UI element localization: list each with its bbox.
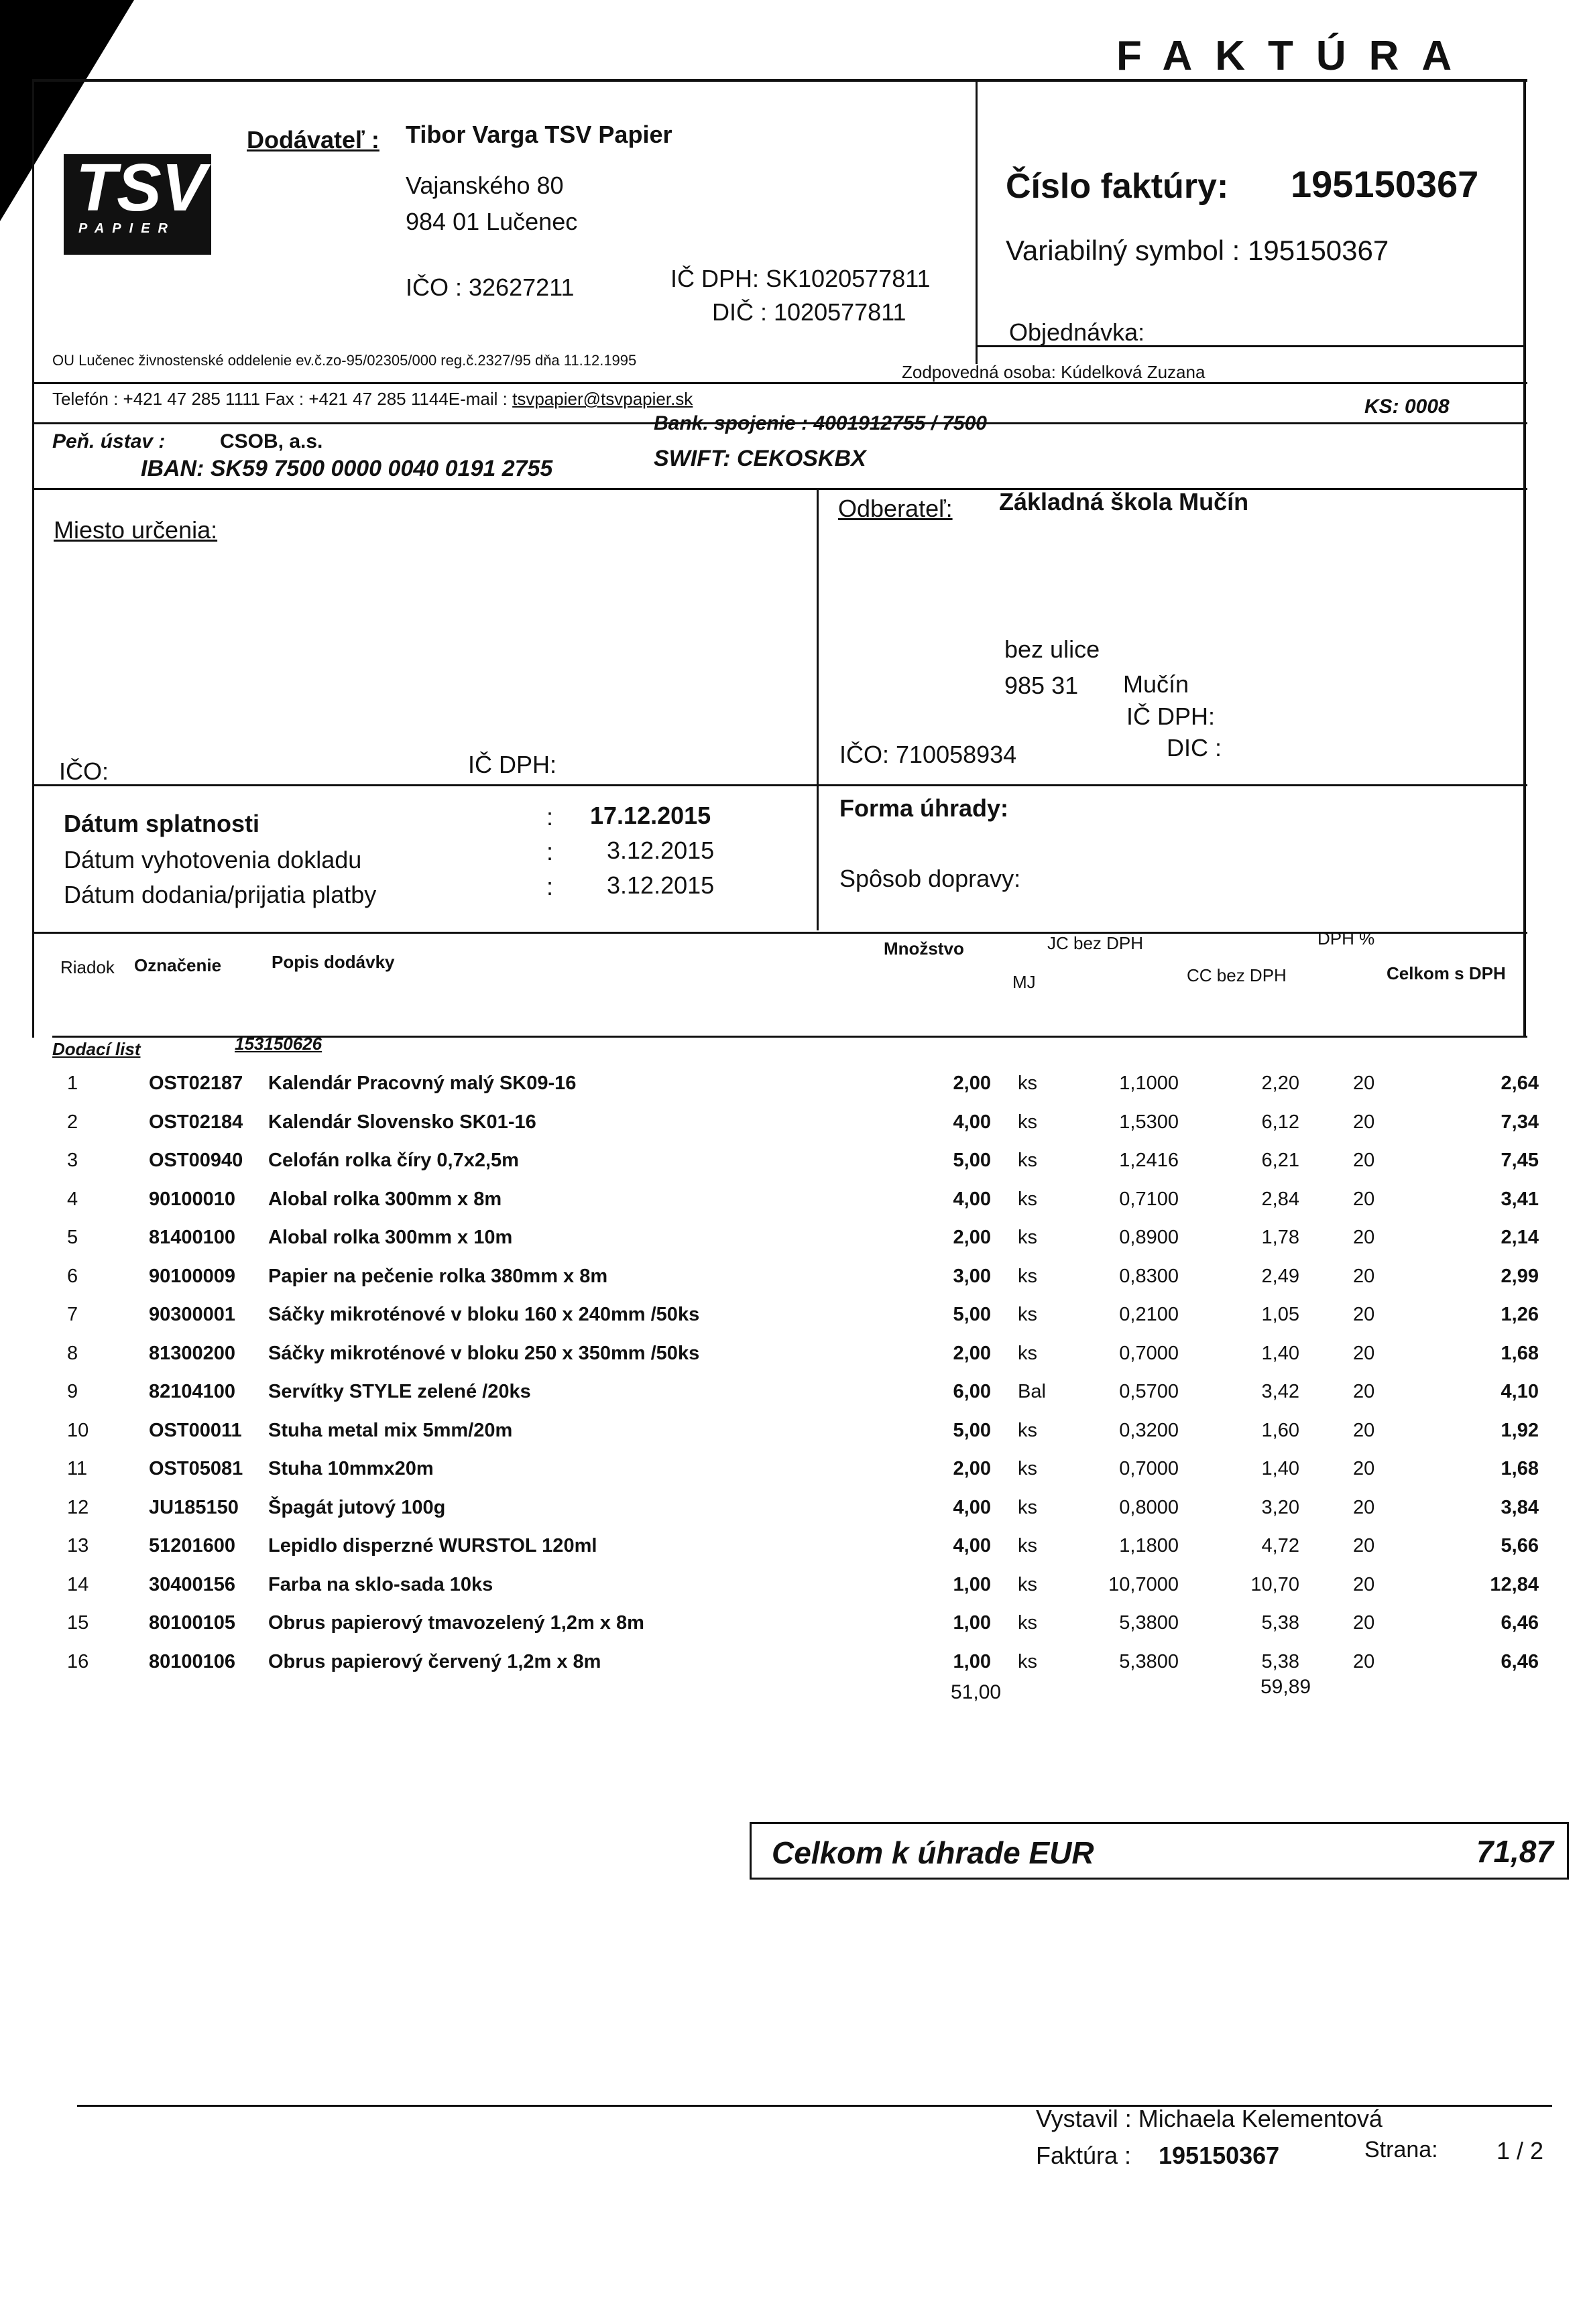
- table-row: [0, 1420, 1585, 1459]
- row-total: 1,92: [1501, 1419, 1539, 1441]
- col-dph: DPH %: [1317, 928, 1375, 949]
- row-quantity: 6,00: [953, 1381, 991, 1402]
- supplier-city: 984 01 Lučenec: [406, 208, 578, 235]
- row-description: Lepidlo disperzné WURSTOL 120ml: [268, 1535, 597, 1556]
- frame-line-contact: [32, 382, 1527, 384]
- row-unit: ks: [1018, 1265, 1037, 1287]
- row-description: Obrus papierový tmavozelený 1,2m x 8m: [268, 1612, 644, 1634]
- row-number: 3: [67, 1150, 78, 1171]
- row-number: 10: [67, 1419, 89, 1441]
- delivery-date: 3.12.2015: [607, 871, 715, 899]
- date-separator: :: [546, 838, 554, 865]
- supplier-street: Vajanského 80: [406, 172, 564, 199]
- date-separator: :: [546, 803, 554, 831]
- row-quantity: 2,00: [953, 1342, 991, 1364]
- row-unit-price: 0,5700: [1119, 1381, 1179, 1402]
- frame-top: [32, 79, 1527, 82]
- col-oznacenie: Označenie: [134, 955, 222, 975]
- due-date: 17.12.2015: [590, 802, 711, 829]
- destination-ico: IČO:: [59, 757, 109, 785]
- table-row: [0, 1535, 1585, 1574]
- row-line-price: 1,05: [1261, 1304, 1299, 1325]
- row-description: Farba na sklo-sada 10ks: [268, 1573, 493, 1595]
- row-unit-price: 0,8900: [1119, 1227, 1179, 1248]
- invoice-number-label: Číslo faktúry:: [1006, 167, 1229, 206]
- row-quantity: 2,00: [953, 1458, 991, 1479]
- delivery-note-number: 153150626: [235, 1034, 322, 1054]
- row-code: 30400156: [149, 1573, 236, 1595]
- row-quantity: 4,00: [953, 1496, 991, 1518]
- frame-line-parties: [32, 488, 1527, 490]
- page-label: Strana:: [1364, 2137, 1438, 2162]
- row-unit-price: 5,3800: [1119, 1650, 1179, 1672]
- customer-ic-dph: IČ DPH:: [1126, 702, 1216, 730]
- footer-invoice-label: Faktúra :: [1036, 2142, 1132, 2169]
- logo-sub: PAPIER: [78, 221, 176, 236]
- invoice-number: 195150367: [1291, 163, 1479, 205]
- row-line-price: 5,38: [1261, 1612, 1299, 1634]
- row-quantity: 1,00: [953, 1612, 991, 1634]
- row-description: Špagát jutový 100g: [268, 1496, 446, 1518]
- customer-street: bez ulice: [1004, 635, 1100, 663]
- supplier-contact: [52, 389, 693, 410]
- row-code: 82104100: [149, 1381, 236, 1402]
- bank-label: Peň. ústav :: [52, 430, 166, 452]
- footer-invoice-number: 195150367: [1159, 2142, 1280, 2169]
- row-line-price: 10,70: [1250, 1573, 1299, 1595]
- row-unit: Bal: [1018, 1381, 1046, 1402]
- customer-zip: 985 31: [1004, 672, 1079, 699]
- row-vat: 20: [1353, 1650, 1375, 1672]
- row-quantity: 5,00: [953, 1150, 991, 1171]
- row-unit-price: 5,3800: [1119, 1612, 1179, 1634]
- row-line-price: 1,78: [1261, 1227, 1299, 1248]
- row-unit-price: 1,2416: [1119, 1150, 1179, 1171]
- row-unit: ks: [1018, 1496, 1037, 1518]
- responsible-person: Zodpovedná osoba: Kúdelková Zuzana: [902, 362, 1206, 382]
- customer-city: Mučín: [1123, 670, 1189, 698]
- row-line-price: 3,42: [1261, 1381, 1299, 1402]
- row-total: 5,66: [1501, 1535, 1539, 1556]
- variable-symbol: Variabilný symbol : 195150367: [1006, 235, 1389, 266]
- row-code: OST02187: [149, 1073, 243, 1094]
- row-line-price: 4,72: [1261, 1535, 1299, 1556]
- supplier-swift: SWIFT: CEKOSKBX: [654, 446, 866, 471]
- col-riadok: Riadok: [60, 957, 115, 977]
- row-vat: 20: [1353, 1458, 1375, 1479]
- due-date-label: Dátum splatnosti: [64, 810, 260, 837]
- row-number: 13: [67, 1535, 89, 1556]
- row-quantity: 5,00: [953, 1419, 991, 1441]
- total-label: Celkom k úhrade EUR: [772, 1835, 1094, 1870]
- frame-divider-mid: [817, 488, 819, 930]
- row-description: Stuha 10mmx20m: [268, 1458, 434, 1479]
- row-description: Sáčky mikroténové v bloku 160 x 240mm /50ks: [268, 1304, 700, 1325]
- row-quantity: 3,00: [953, 1265, 991, 1287]
- table-row: [0, 1111, 1585, 1150]
- row-description: Servítky STYLE zelené /20ks: [268, 1381, 531, 1402]
- row-number: 6: [67, 1265, 78, 1287]
- customer-name: Základná škola Mučín: [999, 488, 1249, 515]
- row-quantity: 4,00: [953, 1188, 991, 1210]
- supplier-registry: OU Lučenec živnostenské oddelenie ev.č.zo-95/02305/000 reg.č.2327/95 dňa 11.12.1995: [52, 352, 637, 369]
- payment-form-label: Forma úhrady:: [839, 794, 1009, 822]
- row-code: 81400100: [149, 1227, 236, 1248]
- row-unit: ks: [1018, 1073, 1037, 1094]
- row-number: 1: [67, 1073, 78, 1094]
- destination-label: Miesto určenia:: [54, 516, 218, 544]
- row-line-price: 5,38: [1261, 1650, 1299, 1672]
- row-unit: ks: [1018, 1419, 1037, 1441]
- table-row: [0, 1458, 1585, 1497]
- row-quantity: 1,00: [953, 1650, 991, 1672]
- supplier-email-link[interactable]: tsvpapier@tsvpapier.sk: [512, 389, 693, 409]
- total-box: [750, 1822, 1569, 1880]
- supplier-ic-dph: IČ DPH: SK1020577811: [670, 265, 931, 292]
- date-separator: :: [546, 873, 554, 900]
- row-number: 11: [67, 1458, 88, 1479]
- row-description: Papier na pečenie rolka 380mm x 8m: [268, 1265, 608, 1287]
- supplier-dic: DIČ : 1020577811: [712, 298, 906, 326]
- row-unit: ks: [1018, 1458, 1037, 1479]
- row-description: Obrus papierový červený 1,2m x 8m: [268, 1650, 601, 1672]
- table-row: [0, 1266, 1585, 1304]
- row-unit-price: 1,1000: [1119, 1073, 1179, 1094]
- table-row: [0, 1227, 1585, 1266]
- row-total: 2,99: [1501, 1265, 1539, 1287]
- row-total: 6,46: [1501, 1650, 1539, 1672]
- row-number: 9: [67, 1381, 78, 1402]
- order-label: Objednávka:: [1009, 318, 1145, 346]
- row-quantity: 4,00: [953, 1111, 991, 1133]
- customer-ico: IČO: 710058934: [839, 741, 1017, 768]
- frame-divider-top: [976, 79, 978, 364]
- row-total: 1,68: [1501, 1342, 1539, 1364]
- row-code: OST02184: [149, 1111, 243, 1133]
- col-mj: MJ: [1012, 972, 1036, 992]
- col-celkom: Celkom s DPH: [1387, 963, 1506, 983]
- delivery-date-label: Dátum dodania/prijatia platby: [64, 881, 377, 908]
- supplier-ico: IČO : 32627211: [406, 273, 575, 301]
- row-number: 12: [67, 1496, 89, 1518]
- transport-label: Spôsob dopravy:: [839, 865, 1021, 892]
- sum-quantity: 51,00: [951, 1681, 1002, 1703]
- company-logo: [64, 150, 211, 255]
- row-line-price: 2,84: [1261, 1188, 1299, 1210]
- row-line-price: 1,40: [1261, 1342, 1299, 1364]
- table-row: [0, 1073, 1585, 1111]
- row-total: 1,26: [1501, 1304, 1539, 1325]
- row-code: JU185150: [149, 1496, 239, 1518]
- col-mnozstvo: Množstvo: [884, 938, 964, 959]
- row-unit: ks: [1018, 1150, 1037, 1171]
- row-unit: ks: [1018, 1650, 1037, 1672]
- row-vat: 20: [1353, 1227, 1375, 1248]
- row-unit-price: 0,8300: [1119, 1265, 1179, 1287]
- row-vat: 20: [1353, 1381, 1375, 1402]
- row-number: 16: [67, 1650, 89, 1672]
- row-unit: ks: [1018, 1535, 1037, 1556]
- row-total: 2,14: [1501, 1227, 1539, 1248]
- frame-right: [1523, 79, 1526, 1038]
- row-unit-price: 0,2100: [1119, 1304, 1179, 1325]
- row-description: Kalendár Slovensko SK01-16: [268, 1111, 536, 1133]
- constant-symbol: KS: 0008: [1364, 395, 1450, 418]
- delivery-note-label: Dodací list: [52, 1039, 141, 1059]
- row-unit: ks: [1018, 1111, 1037, 1133]
- row-vat: 20: [1353, 1188, 1375, 1210]
- row-unit-price: 1,5300: [1119, 1111, 1179, 1133]
- row-number: 8: [67, 1342, 78, 1364]
- logo-brand: TSV: [76, 150, 207, 225]
- row-code: 80100106: [149, 1650, 236, 1672]
- sum-cc: 59,89: [1260, 1676, 1311, 1698]
- row-description: Alobal rolka 300mm x 10m: [268, 1227, 513, 1248]
- table-row: [0, 1150, 1585, 1188]
- destination-ic-dph: IČ DPH:: [468, 751, 557, 778]
- row-vat: 20: [1353, 1612, 1375, 1634]
- row-number: 4: [67, 1188, 78, 1210]
- bank-connection: Bank. spojenie : 4001912755 / 7500: [654, 412, 987, 434]
- row-code: 90100010: [149, 1188, 236, 1210]
- frame-line-columns: [32, 932, 1527, 934]
- row-total: 6,46: [1501, 1612, 1539, 1634]
- col-jc: JC bez DPH: [1047, 933, 1144, 953]
- row-line-price: 1,40: [1261, 1458, 1299, 1479]
- row-code: 51201600: [149, 1535, 236, 1556]
- row-vat: 20: [1353, 1419, 1375, 1441]
- row-vat: 20: [1353, 1342, 1375, 1364]
- row-total: 1,68: [1501, 1458, 1539, 1479]
- row-total: 7,45: [1501, 1150, 1539, 1171]
- row-description: Celofán rolka číry 0,7x2,5m: [268, 1150, 519, 1171]
- row-quantity: 2,00: [953, 1227, 991, 1248]
- issue-date-label: Dátum vyhotovenia dokladu: [64, 846, 362, 873]
- row-number: 7: [67, 1304, 78, 1325]
- row-unit-price: 0,7000: [1119, 1458, 1179, 1479]
- row-code: OST05081: [149, 1458, 243, 1479]
- row-unit: ks: [1018, 1304, 1037, 1325]
- row-total: 7,34: [1501, 1111, 1539, 1133]
- row-unit-price: 0,3200: [1119, 1419, 1179, 1441]
- table-row: [0, 1612, 1585, 1651]
- col-popis: Popis dodávky: [272, 952, 395, 972]
- table-row: [0, 1304, 1585, 1343]
- row-code: 80100105: [149, 1612, 236, 1634]
- row-line-price: 1,60: [1261, 1419, 1299, 1441]
- row-code: 90100009: [149, 1265, 236, 1287]
- row-code: 81300200: [149, 1342, 236, 1364]
- row-vat: 20: [1353, 1150, 1375, 1171]
- row-vat: 20: [1353, 1265, 1375, 1287]
- row-total: 2,64: [1501, 1073, 1539, 1094]
- total-value: 71,87: [1476, 1834, 1553, 1869]
- row-unit-price: 0,7100: [1119, 1188, 1179, 1210]
- row-unit: ks: [1018, 1573, 1037, 1595]
- row-code: OST00011: [149, 1419, 242, 1441]
- row-total: 3,41: [1501, 1188, 1539, 1210]
- issue-date: 3.12.2015: [607, 837, 715, 864]
- table-row: [0, 1381, 1585, 1420]
- col-cc: CC bez DPH: [1187, 965, 1287, 985]
- row-unit-price: 1,1800: [1119, 1535, 1179, 1556]
- row-quantity: 5,00: [953, 1304, 991, 1325]
- customer-label: Odberateľ:: [838, 495, 953, 522]
- frame-line-dates: [32, 784, 1527, 786]
- row-quantity: 1,00: [953, 1573, 991, 1595]
- row-total: 4,10: [1501, 1381, 1539, 1402]
- row-quantity: 4,00: [953, 1535, 991, 1556]
- table-row: [0, 1651, 1585, 1690]
- row-vat: 20: [1353, 1496, 1375, 1518]
- supplier-label: Dodávateľ :: [247, 126, 379, 154]
- bank-name: CSOB, a.s.: [220, 430, 323, 452]
- row-description: Stuha metal mix 5mm/20m: [268, 1419, 513, 1441]
- row-description: Kalendár Pracovný malý SK09-16: [268, 1073, 577, 1094]
- row-vat: 20: [1353, 1111, 1375, 1133]
- row-vat: 20: [1353, 1304, 1375, 1325]
- row-line-price: 3,20: [1261, 1496, 1299, 1518]
- row-unit: ks: [1018, 1342, 1037, 1364]
- row-vat: 20: [1353, 1073, 1375, 1094]
- row-total: 12,84: [1490, 1573, 1539, 1595]
- row-vat: 20: [1353, 1573, 1375, 1595]
- row-line-price: 6,21: [1261, 1150, 1299, 1171]
- row-line-price: 2,20: [1261, 1073, 1299, 1094]
- row-code: 90300001: [149, 1304, 236, 1325]
- table-row: [0, 1188, 1585, 1227]
- row-unit: ks: [1018, 1227, 1037, 1248]
- row-unit: ks: [1018, 1612, 1037, 1634]
- row-description: Alobal rolka 300mm x 8m: [268, 1188, 502, 1210]
- page-number: 1 / 2: [1496, 2137, 1544, 2164]
- customer-dic: DIC :: [1167, 734, 1222, 761]
- frame-left: [32, 79, 34, 1038]
- row-unit-price: 10,7000: [1108, 1573, 1179, 1595]
- row-line-price: 6,12: [1261, 1111, 1299, 1133]
- supplier-name: Tibor Varga TSV Papier: [406, 121, 672, 148]
- issued-by: Vystavil : Michaela Kelementová: [1036, 2105, 1383, 2132]
- table-row: [0, 1343, 1585, 1382]
- row-unit-price: 0,8000: [1119, 1496, 1179, 1518]
- row-number: 5: [67, 1227, 78, 1248]
- contact-phone-fax: Telefón : +421 47 285 1111 Fax : +421 47 285 1144E-mail :: [52, 389, 513, 409]
- row-number: 14: [67, 1573, 89, 1595]
- supplier-iban: IBAN: SK59 7500 0000 0040 0191 2755: [141, 456, 553, 481]
- row-line-price: 2,49: [1261, 1265, 1299, 1287]
- row-number: 2: [67, 1111, 78, 1133]
- row-total: 3,84: [1501, 1496, 1539, 1518]
- row-description: Sáčky mikroténové v bloku 250 x 350mm /50ks: [268, 1342, 700, 1364]
- row-code: OST00940: [149, 1150, 243, 1171]
- table-row: [0, 1497, 1585, 1536]
- row-unit: ks: [1018, 1188, 1037, 1210]
- document-title: FAKTÚRA: [1116, 33, 1475, 79]
- row-unit-price: 0,7000: [1119, 1342, 1179, 1364]
- row-number: 15: [67, 1612, 89, 1634]
- table-row: [0, 1574, 1585, 1613]
- row-quantity: 2,00: [953, 1073, 991, 1094]
- row-vat: 20: [1353, 1535, 1375, 1556]
